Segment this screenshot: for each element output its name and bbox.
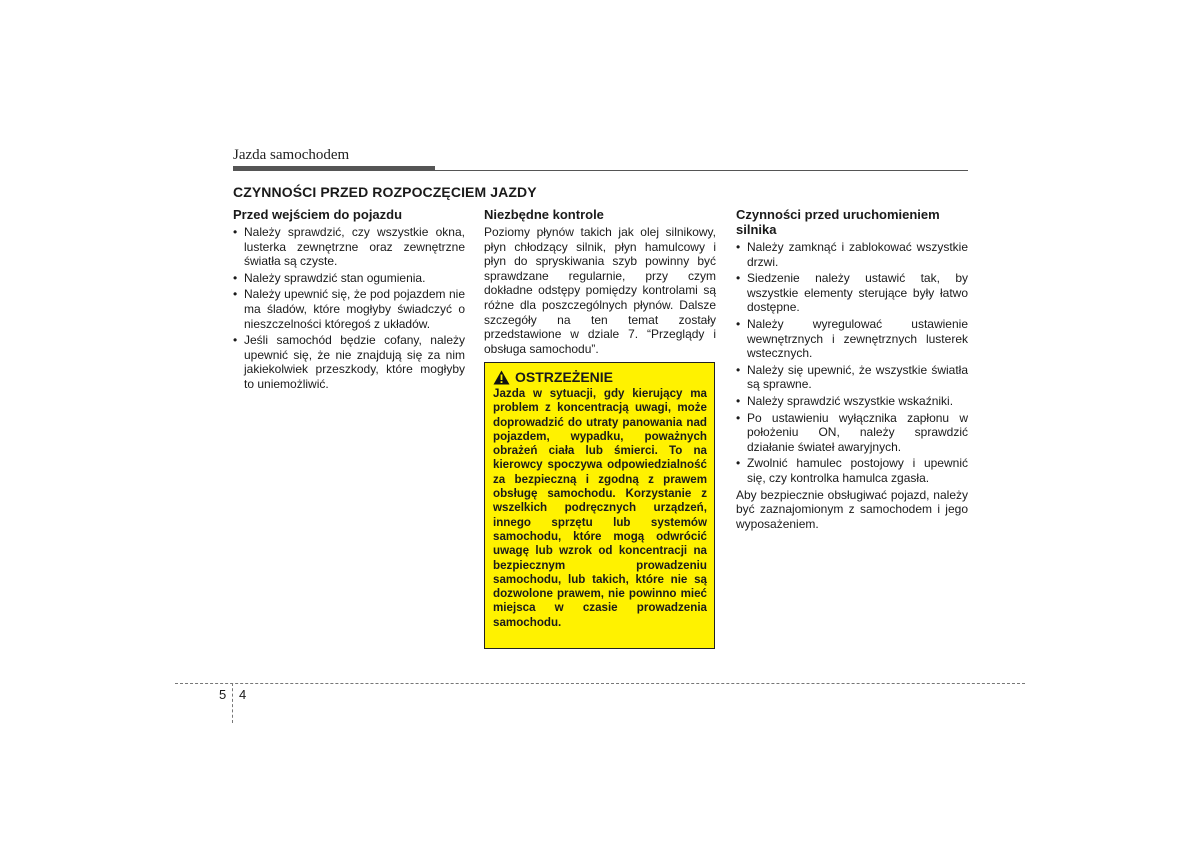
bullet-icon: •	[736, 271, 741, 286]
warning-header	[493, 369, 707, 385]
col3-list	[736, 240, 968, 486]
col2-paragraph: Poziomy płynów takich jak olej silnikowy, płyn chłodzący silnik, płyn hamulcowy i płyn do spryskiwania szyb powinny być sprawdzane regularnie, przy czym dokładne odstępy pomiędzy kontrolami są różne dla poszczególnych płynów. Dalsze szczegóły na ten temat zostały przedstawione w dziale 7. “Przeglądy i obsługa samochodu”.	[484, 225, 716, 356]
bullet-icon: •	[233, 225, 238, 239]
footer-divider	[232, 683, 233, 723]
warning-box	[484, 362, 715, 649]
list-item: • Należy sprawdzić stan ogumienia.	[233, 270, 426, 285]
bullet-icon: •	[736, 362, 741, 377]
list-item: • Siedzenie należy ustawić tak, by wszystkie elementy sterujące były łatwo dostępne.	[736, 271, 968, 315]
warning-text: Jazda w sytuacji, gdy kierujący ma problem z koncentracją uwagi, może doprowadzić do utraty panowania nad pojazdem, wypadku, poważnych obrażeń ciała lub śmierci. To na kierowcy spoczywa odpowiedzialność za bezpieczną i zgodną z prawem obsługę samochodu. Korzystanie z wszelkich podręcznych urządzeń, innego sprzętu lub systemów samochodu, które mogą odwrócić uwagę lub wzrok od koncentracji na bezpiecznym prowadzeniu samochodu, lub takich, które nie są dozwolone prawem, nie powinno mieć miejsca w czasie prowadzenia samochodu.	[493, 387, 707, 629]
list-item: • Należy sprawdzić, czy wszystkie okna, lusterka zewnętrzne oraz zewnętrzne światła są czyste.	[233, 225, 465, 269]
col3-heading: Czynności przed uruchomieniem silnika	[736, 207, 940, 237]
list-item: • Należy upewnić się, że pod pojazdem nie ma śladów, które mogłyby świadczyć o nieszczelności któregoś z układów.	[233, 287, 465, 331]
bullet-icon: •	[233, 287, 238, 302]
column-before-starting-engine	[736, 207, 968, 531]
warning-triangle-icon	[493, 370, 510, 385]
bullet-icon: •	[736, 316, 741, 331]
list-item: • Należy się upewnić, że wszystkie światła są sprawne.	[736, 362, 968, 392]
chapter-number: 5	[219, 687, 227, 702]
warning-title: OSTRZEŻENIE	[515, 369, 614, 385]
header-bar	[233, 166, 435, 171]
bullet-icon: •	[233, 270, 238, 285]
bullet-icon: •	[736, 456, 741, 471]
list-item: • Należy wyregulować ustawienie wewnętrznych i zewnętrznych lusterek wstecznych.	[736, 316, 968, 361]
bullet-icon: •	[736, 393, 741, 408]
list-item: • Zwolnić hamulec postojowy i upewnić się, czy kontrolka hamulca zgasła.	[736, 456, 968, 485]
header-rule	[435, 170, 968, 171]
col1-heading: Przed wejściem do pojazdu	[233, 207, 403, 222]
col3-paragraph: Aby bezpiecznie obsługiwać pojazd, należy być zaznajomionym z samochodem i jego wyposażeniem.	[736, 487, 968, 531]
list-item: • Należy sprawdzić wszystkie wskaźniki.	[736, 393, 954, 408]
col1-list	[233, 225, 465, 392]
bullet-icon: •	[736, 240, 741, 254]
section-title: CZYNNOŚCI PRZED ROZPOCZĘCIEM JAZDY	[233, 184, 537, 200]
col2-heading: Niezbędne kontrole	[484, 207, 604, 222]
list-item: • Jeśli samochód będzie cofany, należy upewnić się, że nie znajdują się za nim jakiekolwiek przeszkody, które mogłyby to uniemożliwić.	[233, 333, 465, 391]
bullet-icon: •	[233, 333, 238, 348]
bullet-icon: •	[736, 410, 741, 425]
column-before-entering	[233, 207, 465, 394]
column-necessary-checks	[484, 207, 716, 356]
list-item: • Po ustawieniu wyłącznika zapłonu w położeniu ON, należy sprawdzić działanie świateł awaryjnych.	[736, 410, 968, 454]
list-item: • Należy zamknąć i zablokować wszystkie drzwi.	[736, 240, 968, 269]
page-number: 4	[239, 687, 247, 702]
running-header: Jazda samochodem	[233, 147, 350, 163]
footer-rule	[175, 683, 1025, 684]
